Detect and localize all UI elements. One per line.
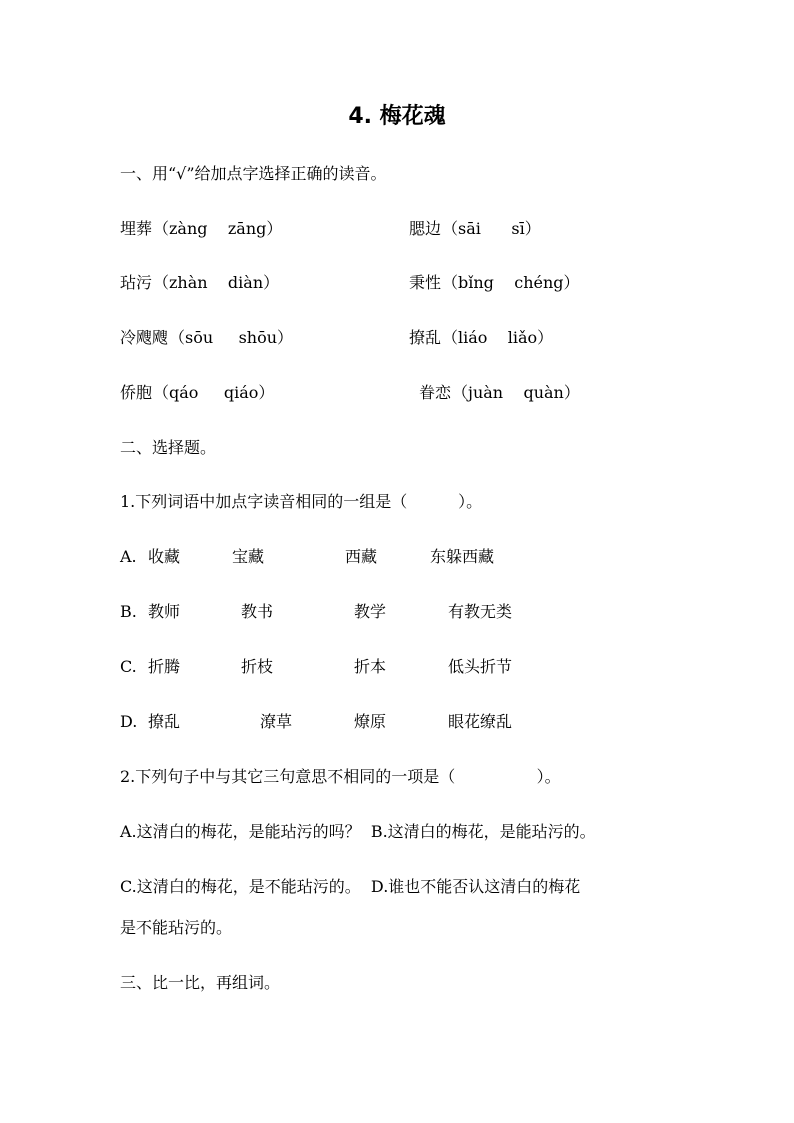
pinyin-item-word: 侨胞 — [120, 383, 153, 402]
pinyin-item-options: （juàn quàn） — [452, 383, 580, 402]
option-label: B. — [120, 602, 137, 621]
option-word: 潦草 — [260, 712, 293, 731]
option-word: 撩乱 — [148, 712, 181, 731]
pinyin-item-options: （qáo qiáo） — [153, 383, 275, 402]
option-word: 教书 — [241, 602, 274, 621]
option-word: 西藏 — [345, 547, 378, 566]
section3-heading: 三、比一比，再组词。 — [120, 973, 281, 992]
option-word: 收藏 — [148, 547, 181, 566]
pinyin-item-options: （liáo liǎo） — [442, 328, 554, 347]
option-word: 折枝 — [241, 657, 274, 676]
option-label: D. — [120, 712, 138, 731]
option-word: 教师 — [148, 602, 181, 621]
option-word: 眼花缭乱 — [448, 712, 513, 731]
pinyin-item-word: 眷恋 — [419, 383, 452, 402]
question-2-stem: 2.下列句子中与其它三句意思不相同的一项是（ ）。 — [120, 767, 561, 786]
option-word: 东躲西藏 — [430, 547, 495, 566]
option-word: 燎原 — [354, 712, 387, 731]
pinyin-item-options: （sōu shōu） — [169, 328, 294, 347]
pinyin-item-word: 撩乱 — [409, 328, 442, 347]
pinyin-item-word: 冷飕飕 — [120, 328, 169, 347]
option-word: 有教无类 — [448, 602, 513, 621]
pinyin-item-options: （zàng zāng） — [153, 219, 283, 238]
option-word: 折本 — [354, 657, 387, 676]
section1-heading: 一、用“√”给加点字选择正确的读音。 — [120, 164, 387, 183]
pinyin-item-word: 秉性 — [409, 273, 442, 292]
option-label: A. — [120, 547, 137, 566]
option-word: 低头折节 — [448, 657, 513, 676]
pinyin-item-word: 玷污 — [120, 273, 153, 292]
option-word: 宝藏 — [232, 547, 265, 566]
pinyin-item-options: （zhàn diàn） — [153, 273, 280, 292]
pinyin-item-word: 腮边 — [409, 219, 442, 238]
section2-heading: 二、选择题。 — [120, 438, 217, 457]
question-2-line: A.这清白的梅花，是能玷污的吗？ B.这清白的梅花，是能玷污的。 — [120, 822, 596, 841]
pinyin-item-word: 埋葬 — [120, 219, 153, 238]
pinyin-item-options: （bǐng chéng） — [442, 273, 580, 292]
option-word: 折腾 — [148, 657, 181, 676]
question-2-line: 是不能玷污的。 — [120, 918, 233, 937]
question-2-line: C.这清白的梅花，是不能玷污的。 D.谁也不能否认这清白的梅花 — [120, 877, 581, 896]
page-title: 4. 梅花魂 — [348, 104, 446, 129]
pinyin-item-options: （sāi sī） — [442, 219, 541, 238]
question-1-stem: 1.下列词语中加点字读音相同的一组是（ ）。 — [120, 492, 483, 511]
option-label: C. — [120, 657, 137, 676]
option-word: 教学 — [354, 602, 387, 621]
